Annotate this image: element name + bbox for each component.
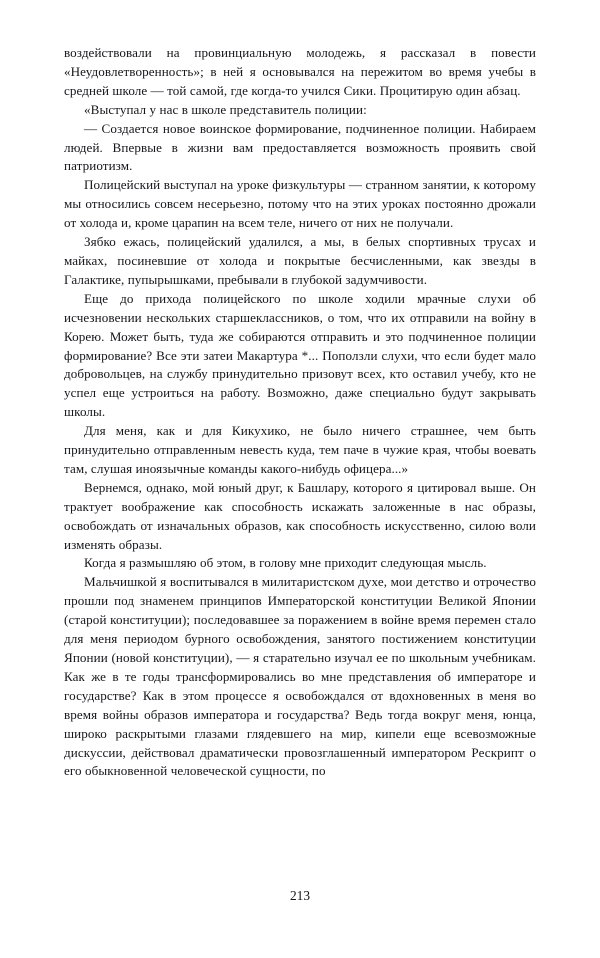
paragraph: воздействовали на провинциальную молодежь, я рассказал в повести «Неудовлетворенность»; в ней я основывался на пережитом во время учебы в средней школе — той самой, где когда-то учился Сики. Процитирую один абзац.: [64, 45, 536, 98]
paragraph: Зябко ежась, полицейский удалился, а мы, в белых спортивных трусах и майках, посиневшие от холода и покрытые бесчисленными, как звезды в Галактике, пупырышками, пребывали в глубокой задумчивости.: [64, 234, 536, 287]
paragraph: Полицейский выступал на уроке физкультуры — странном занятии, к которому мы относились совсем несерьезно, потому что на этих уроках постоянно дрожали от холода и, кроме царапин на всем теле, ничего от них не получали.: [64, 177, 536, 231]
paragraph: Вернемся, однако, мой юный друг, к Башлару, которого я цитировал выше. Он трактует воображение как способность искажать заложенные в нас образы, освобождать от изначальных образов, как способность искусственно, силою воли изменять образы.: [64, 479, 536, 552]
paragraph: Когда я размышляю об этом, в голову мне приходит следующая мысль.: [84, 555, 487, 571]
paragraph: Еще до прихода полицейского по школе ходили мрачные слухи об исчезновении нескольких старшеклассников, о том, что их отправили на войну в Корею. Может быть, туда же собираются отправить и это подчиненное полиции формирование? Все эти затеи Макартура *... Поползли слухи, что если будет мало добровольцев, на службу принудительно призовут всех, кто оставил учебу, кто не успел еще устроиться на работу. Возможно, даже специально будут закрывать школы.: [64, 290, 536, 420]
body-text-column: [64, 44, 536, 781]
paragraph: Мальчишкой я воспитывался в милитаристском духе, мои детство и отрочество прошли под знаменем принципов Императорской конституции Великой Японии (старой конституции); последовавшее за поражением в войне время перемен стало для меня периодом бурного освобождения, занятого постижением конституции Японии (новой конституции), — я старательно изучал ее по школьным учебникам. Как же в те годы трансформировались во мне представления об императоре и государстве? Как в этом процессе я освобождался от вдохновенных в меня во время войны образов императора и государства? Ведь тогда вокруг меня, юнца, широко раскрытыми глазами глядевшего на мир, кипели еще всевозможные дискуссии, действовал драматически провозглашенный императором Рескрипт о его обыкновенной человеческой сущности, по: [64, 574, 536, 779]
page-number: 213: [289, 888, 311, 903]
paragraph: Для меня, как и для Кикухико, не было ничего страшнее, чем быть принудительно отправленным невесть куда, тем паче в чужие края, чтобы воевать там, слушая иноязычные команды какого-нибудь офицера...»: [64, 423, 536, 476]
paragraph: — Создается новое воинское формирование, подчиненное полиции. Набираем людей. Впервые в жизни вам предоставляется возможность проявить свой патриотизм.: [64, 120, 536, 174]
paragraph: «Выступал у нас в школе представитель полиции:: [84, 101, 367, 117]
